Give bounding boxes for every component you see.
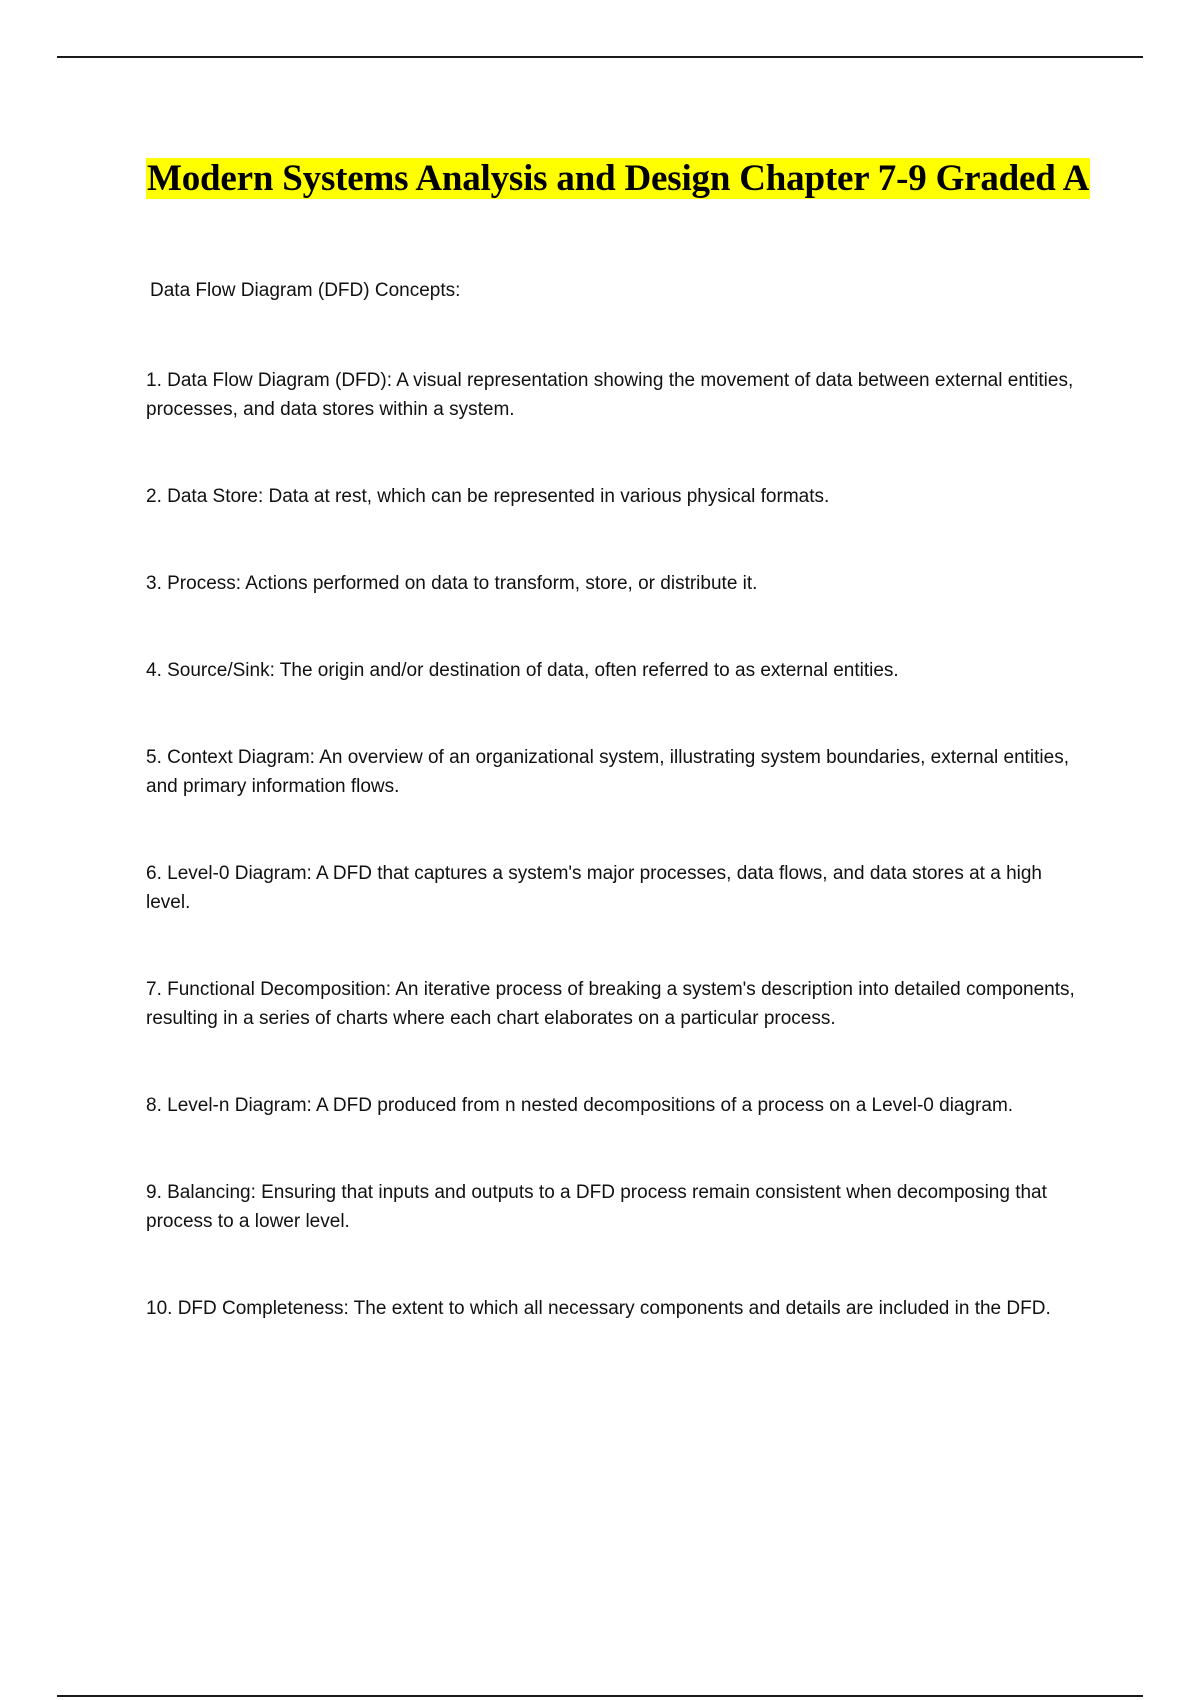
title-block xyxy=(146,154,1146,204)
list-item: 9. Balancing: Ensuring that inputs and outputs to a DFD process remain consistent when decomposing that process to a lower level. xyxy=(146,1182,1047,1232)
list-item: 5. Context Diagram: An overview of an organizational system, illustrating system boundaries, external entities, and primary information flows. xyxy=(146,747,1070,797)
bottom-rule xyxy=(57,1695,1143,1697)
list-item: 7. Functional Decomposition: An iterative process of breaking a system's description into detailed components, resulting in a series of charts where each chart elaborates on a particular process. xyxy=(146,979,1075,1029)
list-item: 10. DFD Completeness: The extent to which all necessary components and details are included in the DFD. xyxy=(146,1298,1051,1319)
section-intro: Data Flow Diagram (DFD) Concepts: xyxy=(150,280,461,301)
list-item: 2. Data Store: Data at rest, which can be represented in various physical formats. xyxy=(146,486,830,507)
list-item: 4. Source/Sink: The origin and/or destination of data, often referred to as external entities. xyxy=(146,660,899,681)
concept-list xyxy=(146,366,1076,1381)
list-item: 6. Level-0 Diagram: A DFD that captures a system's major processes, data flows, and data stores at a high level. xyxy=(146,863,1042,913)
document-title: Modern Systems Analysis and Design Chapter 7-9 Graded A xyxy=(147,158,1090,199)
list-item: 1. Data Flow Diagram (DFD): A visual representation showing the movement of data between external entities, processes, and data stores within a system. xyxy=(146,370,1074,420)
list-item: 8. Level-n Diagram: A DFD produced from n nested decompositions of a process on a Level-0 diagram. xyxy=(146,1095,1014,1116)
list-item: 3. Process: Actions performed on data to transform, store, or distribute it. xyxy=(146,573,758,594)
top-rule xyxy=(57,56,1143,58)
